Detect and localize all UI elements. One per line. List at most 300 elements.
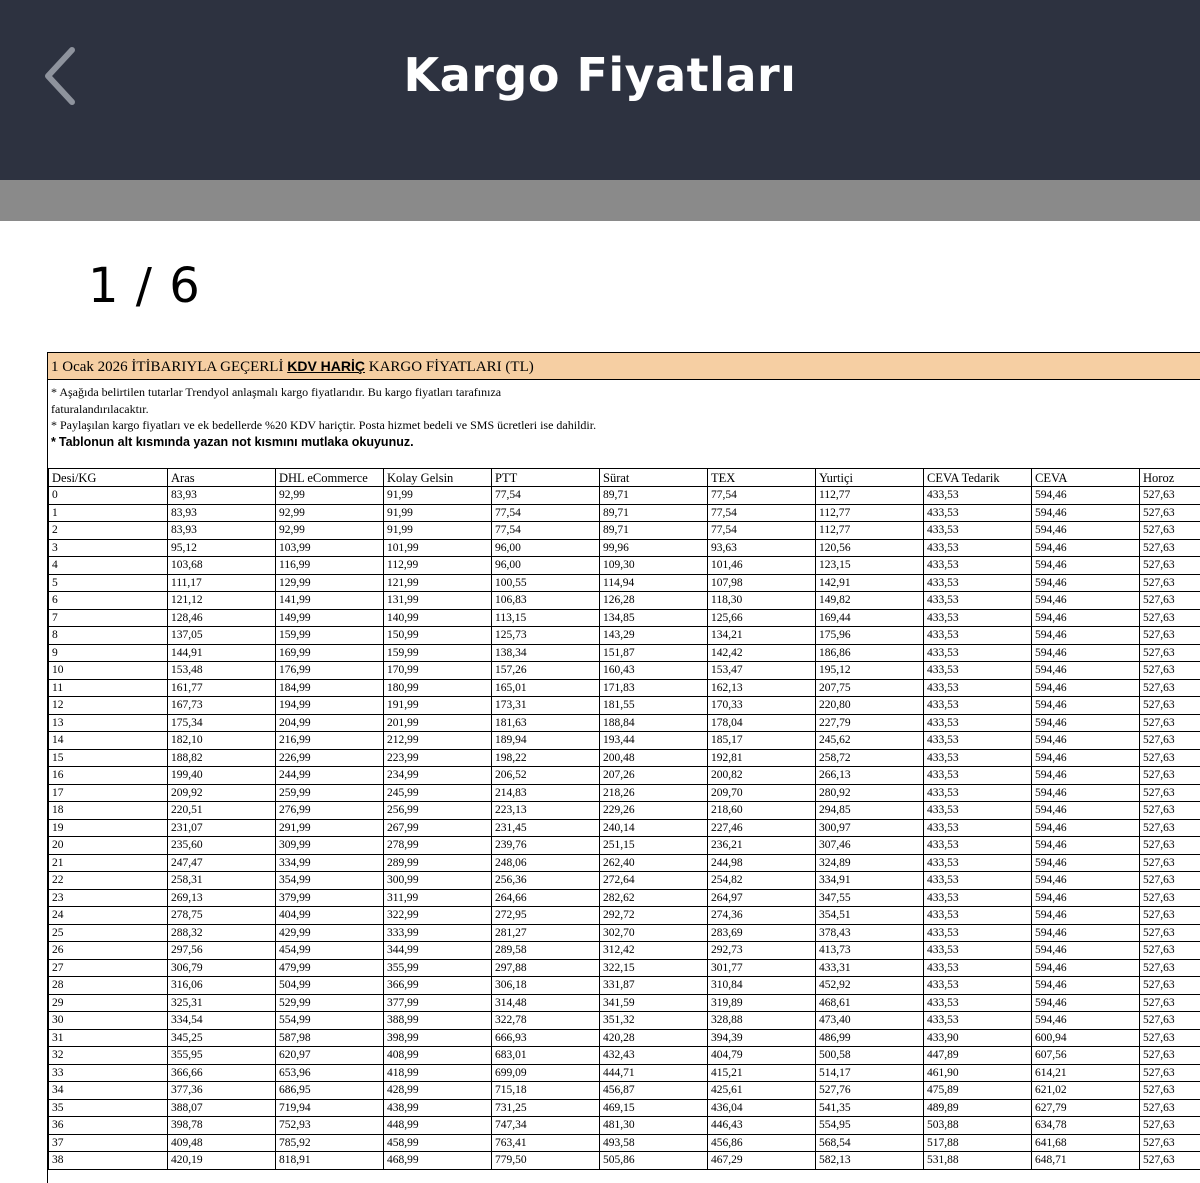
table-cell: 201,99 [384,714,492,732]
table-cell: 594,46 [1032,907,1140,925]
table-cell: 173,31 [492,697,600,715]
table-cell: 123,15 [816,557,924,575]
table-cell: 192,81 [708,749,816,767]
table-cell: 319,89 [708,994,816,1012]
table-cell: 182,10 [168,732,276,750]
table-cell: 413,73 [816,942,924,960]
table-cell: 594,46 [1032,924,1140,942]
table-cell: 216,99 [276,732,384,750]
table-cell: 170,33 [708,697,816,715]
table-cell: 77,54 [492,522,600,540]
table-cell: 527,63 [1140,837,1200,855]
table-cell: 388,07 [168,1099,276,1117]
table-cell: 433,53 [924,802,1032,820]
table-cell: 264,66 [492,889,600,907]
table-cell: 527,63 [1140,924,1200,942]
table-cell: 456,87 [600,1082,708,1100]
table-cell: 527,63 [1140,644,1200,662]
table-cell: 433,53 [924,697,1032,715]
table-cell: 432,43 [600,1047,708,1065]
table-cell: 433,53 [924,714,1032,732]
table-cell: 18 [49,802,168,820]
table-cell: 256,99 [384,802,492,820]
table-cell: 347,55 [816,889,924,907]
table-cell: 83,93 [168,522,276,540]
table-cell: 278,75 [168,907,276,925]
table-cell: 16 [49,767,168,785]
table-cell: 527,63 [1140,959,1200,977]
page-indicator: 1 / 6 [88,258,201,314]
page-title: Kargo Fiyatları [0,0,1200,150]
table-cell: 99,96 [600,539,708,557]
table-cell: 125,66 [708,609,816,627]
table-cell: 306,18 [492,977,600,995]
table-cell: 527,63 [1140,697,1200,715]
table-cell: 527,63 [1140,539,1200,557]
table-cell: 344,99 [384,942,492,960]
table-cell: 458,99 [384,1134,492,1152]
table-cell: 527,63 [1140,977,1200,995]
table-cell: 169,44 [816,609,924,627]
note-line: faturalandırılacaktır. [51,401,1200,418]
table-cell: 310,84 [708,977,816,995]
table-cell: 266,13 [816,767,924,785]
table-cell: 239,76 [492,837,600,855]
table-cell: 83,93 [168,487,276,505]
table-row [49,994,1200,1012]
table-cell: 227,79 [816,714,924,732]
table-cell: 527,63 [1140,1082,1200,1100]
table-cell: 27 [49,959,168,977]
table-cell: 433,53 [924,907,1032,925]
table-cell: 699,09 [492,1064,600,1082]
table-cell: 258,31 [168,872,276,890]
table-cell: 2 [49,522,168,540]
table-cell: 120,56 [816,539,924,557]
table-cell: 194,99 [276,697,384,715]
table-cell: 527,63 [1140,994,1200,1012]
table-cell: 433,53 [924,592,1032,610]
table-cell: 527,63 [1140,889,1200,907]
table-cell: 131,99 [384,592,492,610]
table-row [49,697,1200,715]
table-cell: 433,53 [924,732,1032,750]
table-cell: 341,59 [600,994,708,1012]
table-cell: 121,12 [168,592,276,610]
column-header: PTT [492,469,600,487]
table-cell: 607,56 [1032,1047,1140,1065]
table-cell: 89,71 [600,504,708,522]
table-cell: 100,55 [492,574,600,592]
table-cell: 178,04 [708,714,816,732]
table-cell: 181,55 [600,697,708,715]
table-cell: 594,46 [1032,574,1140,592]
table-cell: 433,53 [924,574,1032,592]
table-cell: 489,89 [924,1099,1032,1117]
table-cell: 378,43 [816,924,924,942]
table-cell: 251,15 [600,837,708,855]
table-cell: 307,46 [816,837,924,855]
table-cell: 297,56 [168,942,276,960]
column-header: Yurtiçi [816,469,924,487]
table-cell: 206,52 [492,767,600,785]
table-cell: 26 [49,942,168,960]
table-cell: 527,63 [1140,732,1200,750]
table-cell: 231,45 [492,819,600,837]
table-cell: 527,63 [1140,819,1200,837]
table-cell: 83,93 [168,504,276,522]
table-cell: 328,88 [708,1012,816,1030]
table-cell: 433,53 [924,504,1032,522]
table-cell: 433,53 [924,889,1032,907]
table-row [49,1134,1200,1152]
table-cell: 473,40 [816,1012,924,1030]
table-cell: 0 [49,487,168,505]
table-cell: 433,53 [924,749,1032,767]
price-table [48,468,1200,1170]
table-cell: 91,99 [384,504,492,522]
table-cell: 278,99 [384,837,492,855]
table-cell: 20 [49,837,168,855]
table-cell: 9 [49,644,168,662]
table-cell: 468,61 [816,994,924,1012]
table-cell: 594,46 [1032,872,1140,890]
table-cell: 103,99 [276,539,384,557]
table-cell: 594,46 [1032,837,1140,855]
table-cell: 322,15 [600,959,708,977]
table-cell: 212,99 [384,732,492,750]
table-row [49,574,1200,592]
table-cell: 527,63 [1140,1012,1200,1030]
table-cell: 322,78 [492,1012,600,1030]
table-cell: 161,77 [168,679,276,697]
table-cell: 594,46 [1032,627,1140,645]
table-cell: 531,88 [924,1152,1032,1170]
table-cell: 144,91 [168,644,276,662]
table-cell: 452,92 [816,977,924,995]
table-cell: 527,63 [1140,662,1200,680]
table-cell: 36 [49,1117,168,1135]
header-divider-band [0,180,1200,221]
table-cell: 1 [49,504,168,522]
table-row [49,749,1200,767]
table-cell: 433,53 [924,819,1032,837]
table-cell: 715,18 [492,1082,600,1100]
table-cell: 33 [49,1064,168,1082]
table-cell: 254,82 [708,872,816,890]
table-cell: 409,48 [168,1134,276,1152]
table-header-row [49,469,1200,487]
table-cell: 11 [49,679,168,697]
table-cell: 377,36 [168,1082,276,1100]
table-cell: 106,83 [492,592,600,610]
table-cell: 527,63 [1140,1099,1200,1117]
table-cell: 107,98 [708,574,816,592]
table-cell: 258,72 [816,749,924,767]
table-cell: 433,53 [924,662,1032,680]
column-header: Sürat [600,469,708,487]
table-cell: 527,63 [1140,767,1200,785]
table-cell: 112,77 [816,522,924,540]
table-cell: 334,99 [276,854,384,872]
table-cell: 527,63 [1140,1064,1200,1082]
table-cell: 209,92 [168,784,276,802]
table-row [49,644,1200,662]
table-cell: 101,99 [384,539,492,557]
table-cell: 398,78 [168,1117,276,1135]
table-cell: 112,77 [816,487,924,505]
table-cell: 420,28 [600,1029,708,1047]
table-row [49,872,1200,890]
table-cell: 554,99 [276,1012,384,1030]
table-cell: 218,26 [600,784,708,802]
table-cell: 379,99 [276,889,384,907]
table-cell: 188,84 [600,714,708,732]
table-cell: 137,05 [168,627,276,645]
table-cell: 420,19 [168,1152,276,1170]
table-cell: 92,99 [276,487,384,505]
table-cell: 779,50 [492,1152,600,1170]
table-cell: 600,94 [1032,1029,1140,1047]
price-document[interactable] [47,352,1200,1183]
table-cell: 5 [49,574,168,592]
table-cell: 103,68 [168,557,276,575]
table-cell: 594,46 [1032,522,1140,540]
table-cell: 648,71 [1032,1152,1140,1170]
table-cell: 594,46 [1032,662,1140,680]
table-row [49,662,1200,680]
column-header: Aras [168,469,276,487]
table-cell: 752,93 [276,1117,384,1135]
table-cell: 204,99 [276,714,384,732]
table-cell: 621,02 [1032,1082,1140,1100]
table-cell: 366,99 [384,977,492,995]
table-cell: 785,92 [276,1134,384,1152]
table-cell: 425,61 [708,1082,816,1100]
column-header: CEVA Tedarik [924,469,1032,487]
table-cell: 468,99 [384,1152,492,1170]
table-cell: 436,04 [708,1099,816,1117]
table-cell: 92,99 [276,504,384,522]
table-cell: 594,46 [1032,487,1140,505]
table-cell: 142,91 [816,574,924,592]
table-cell: 280,92 [816,784,924,802]
table-cell: 529,99 [276,994,384,1012]
table-row [49,1047,1200,1065]
table-cell: 77,54 [492,504,600,522]
table-cell: 433,53 [924,557,1032,575]
table-cell: 244,99 [276,767,384,785]
table-cell: 627,79 [1032,1099,1140,1117]
table-cell: 240,14 [600,819,708,837]
table-cell: 200,48 [600,749,708,767]
table-cell: 14 [49,732,168,750]
table-row [49,627,1200,645]
table-cell: 377,99 [384,994,492,1012]
table-cell: 188,82 [168,749,276,767]
table-cell: 207,75 [816,679,924,697]
table-cell: 35 [49,1099,168,1117]
table-cell: 264,97 [708,889,816,907]
table-cell: 351,32 [600,1012,708,1030]
table-row [49,889,1200,907]
table-cell: 448,99 [384,1117,492,1135]
table-cell: 34 [49,1082,168,1100]
table-cell: 269,13 [168,889,276,907]
table-row [49,784,1200,802]
table-cell: 433,53 [924,767,1032,785]
table-cell: 32 [49,1047,168,1065]
table-cell: 683,01 [492,1047,600,1065]
table-cell: 404,79 [708,1047,816,1065]
table-cell: 594,46 [1032,504,1140,522]
table-cell: 312,42 [600,942,708,960]
table-cell: 527,63 [1140,1117,1200,1135]
table-cell: 527,63 [1140,802,1200,820]
table-row [49,802,1200,820]
table-cell: 31 [49,1029,168,1047]
table-cell: 25 [49,924,168,942]
table-cell: 195,12 [816,662,924,680]
column-header: Kolay Gelsin [384,469,492,487]
table-cell: 247,47 [168,854,276,872]
table-cell: 140,99 [384,609,492,627]
table-row [49,679,1200,697]
table-cell: 169,99 [276,644,384,662]
table-cell: 481,30 [600,1117,708,1135]
table-row [49,959,1200,977]
table-cell: 191,99 [384,697,492,715]
table-cell: 209,70 [708,784,816,802]
table-cell: 594,46 [1032,959,1140,977]
table-cell: 554,95 [816,1117,924,1135]
table-row [49,977,1200,995]
table-row [49,1064,1200,1082]
table-cell: 116,99 [276,557,384,575]
table-row [49,924,1200,942]
table-cell: 112,99 [384,557,492,575]
table-cell: 171,83 [600,679,708,697]
table-cell: 262,40 [600,854,708,872]
table-cell: 151,87 [600,644,708,662]
table-cell: 527,63 [1140,1134,1200,1152]
table-cell: 818,91 [276,1152,384,1170]
table-cell: 433,53 [924,644,1032,662]
note-bold-marker: * [51,435,56,449]
table-cell: 89,71 [600,487,708,505]
table-cell: 276,99 [276,802,384,820]
table-cell: 527,63 [1140,749,1200,767]
table-cell: 594,46 [1032,697,1140,715]
column-header: Horoz [1140,469,1200,487]
table-cell: 334,54 [168,1012,276,1030]
table-cell: 30 [49,1012,168,1030]
table-cell: 153,47 [708,662,816,680]
table-cell: 306,79 [168,959,276,977]
table-cell: 594,46 [1032,942,1140,960]
table-cell: 541,35 [816,1099,924,1117]
table-cell: 184,99 [276,679,384,697]
table-cell: 719,94 [276,1099,384,1117]
table-cell: 433,53 [924,872,1032,890]
table-cell: 281,27 [492,924,600,942]
table-cell: 447,89 [924,1047,1032,1065]
table-cell: 142,42 [708,644,816,662]
table-cell: 162,13 [708,679,816,697]
table-cell: 235,60 [168,837,276,855]
table-cell: 23 [49,889,168,907]
table-cell: 91,99 [384,487,492,505]
table-cell: 433,53 [924,959,1032,977]
table-cell: 141,99 [276,592,384,610]
table-cell: 594,46 [1032,767,1140,785]
table-cell: 149,82 [816,592,924,610]
table-cell: 456,86 [708,1134,816,1152]
table-row [49,714,1200,732]
table-cell: 394,39 [708,1029,816,1047]
table-cell: 199,40 [168,767,276,785]
table-cell: 4 [49,557,168,575]
table-cell: 248,06 [492,854,600,872]
table-cell: 582,13 [816,1152,924,1170]
table-cell: 160,43 [600,662,708,680]
table-cell: 731,25 [492,1099,600,1117]
table-cell: 91,99 [384,522,492,540]
table-cell: 433,53 [924,837,1032,855]
table-cell: 112,77 [816,504,924,522]
table-cell: 634,78 [1032,1117,1140,1135]
table-cell: 433,53 [924,1012,1032,1030]
table-cell: 19 [49,819,168,837]
table-cell: 438,99 [384,1099,492,1117]
table-row [49,837,1200,855]
table-cell: 505,86 [600,1152,708,1170]
table-cell: 311,99 [384,889,492,907]
table-cell: 429,99 [276,924,384,942]
table-cell: 653,96 [276,1064,384,1082]
table-cell: 96,00 [492,539,600,557]
table-cell: 245,62 [816,732,924,750]
column-header: CEVA [1032,469,1140,487]
table-cell: 408,99 [384,1047,492,1065]
note-line: * Aşağıda belirtilen tutarlar Trendyol anlaşmalı kargo fiyatlarıdır. Bu kargo fiyatları tarafınıza [51,384,1200,401]
table-row [49,732,1200,750]
table-cell: 159,99 [384,644,492,662]
table-cell: 444,71 [600,1064,708,1082]
table-cell: 180,99 [384,679,492,697]
table-cell: 475,89 [924,1082,1032,1100]
table-cell: 514,17 [816,1064,924,1082]
table-cell: 568,54 [816,1134,924,1152]
table-cell: 37 [49,1134,168,1152]
table-cell: 96,00 [492,557,600,575]
table-cell: 433,31 [816,959,924,977]
table-cell: 316,06 [168,977,276,995]
table-cell: 231,07 [168,819,276,837]
table-cell: 594,46 [1032,994,1140,1012]
table-cell: 223,99 [384,749,492,767]
table-cell: 244,98 [708,854,816,872]
table-cell: 176,99 [276,662,384,680]
table-cell: 433,53 [924,487,1032,505]
table-cell: 149,99 [276,609,384,627]
table-cell: 433,53 [924,994,1032,1012]
table-cell: 111,17 [168,574,276,592]
table-cell: 267,99 [384,819,492,837]
table-cell: 594,46 [1032,539,1140,557]
table-cell: 325,31 [168,994,276,1012]
table-row [49,539,1200,557]
